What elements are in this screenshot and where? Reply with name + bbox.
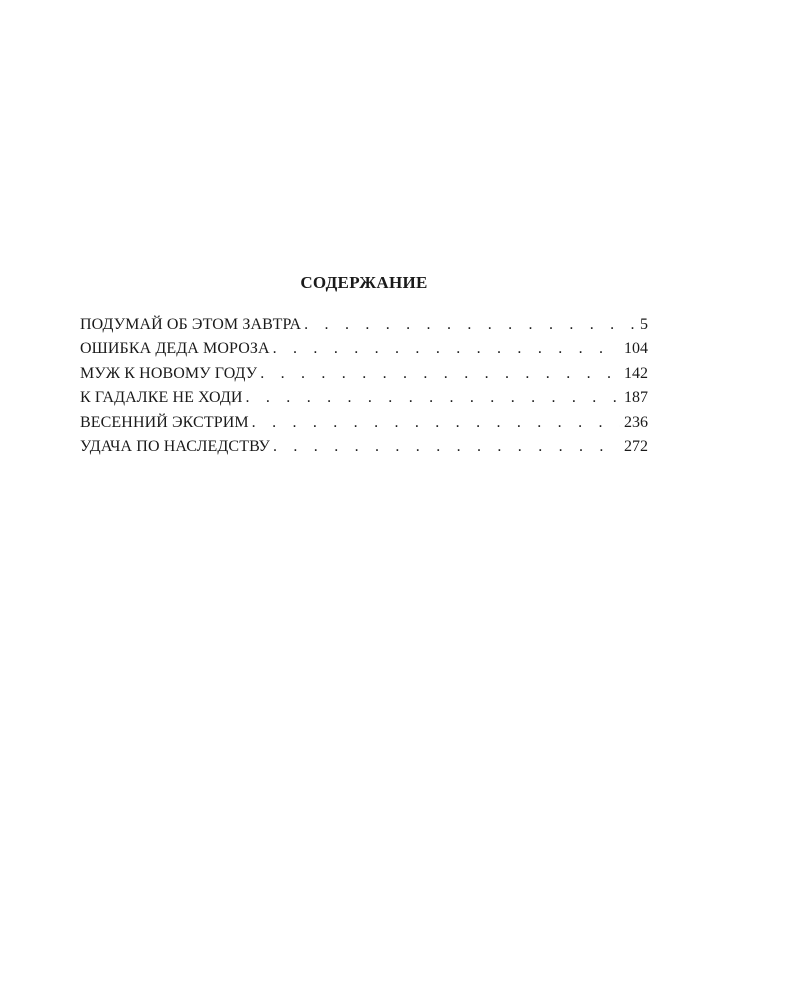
toc-entry-page-number: 187 — [624, 389, 648, 407]
toc-dot-leader — [252, 411, 620, 435]
toc-dot-leader — [304, 313, 636, 337]
toc-entry — [80, 435, 648, 459]
toc-dot-leader — [273, 337, 620, 361]
toc-entry-page-number: 104 — [624, 340, 648, 358]
toc-dot-leader — [273, 435, 620, 459]
toc-entry-title: МУЖ К НОВОМУ ГОДУ — [80, 364, 258, 382]
toc-entry-title: К ГАДАЛКЕ НЕ ХОДИ — [80, 389, 243, 407]
toc-entry — [80, 313, 648, 337]
toc-entry-title: ОШИБКА ДЕДА МОРОЗА — [80, 340, 270, 358]
toc-entry — [80, 386, 648, 410]
toc-entry — [80, 362, 648, 386]
toc-entry-title: УДАЧА ПО НАСЛЕДСТВУ — [80, 437, 270, 455]
toc-entry-page-number: 236 — [624, 413, 648, 431]
toc-entry — [80, 411, 648, 435]
toc-heading: СОДЕРЖАНИЕ — [300, 273, 428, 292]
toc-entry-title: ПОДУМАЙ ОБ ЭТОМ ЗАВТРА — [80, 316, 302, 333]
toc-entry — [80, 337, 648, 361]
toc-entry-page-number: 142 — [624, 364, 648, 382]
toc-list — [80, 313, 648, 459]
toc-entry-page-number: 5 — [640, 316, 648, 333]
toc-dot-leader — [246, 386, 621, 410]
toc-dot-leader — [260, 362, 620, 386]
toc-entry-page-number: 272 — [624, 437, 648, 455]
toc-entry-title: ВЕСЕННИЙ ЭКСТРИМ — [80, 413, 249, 431]
